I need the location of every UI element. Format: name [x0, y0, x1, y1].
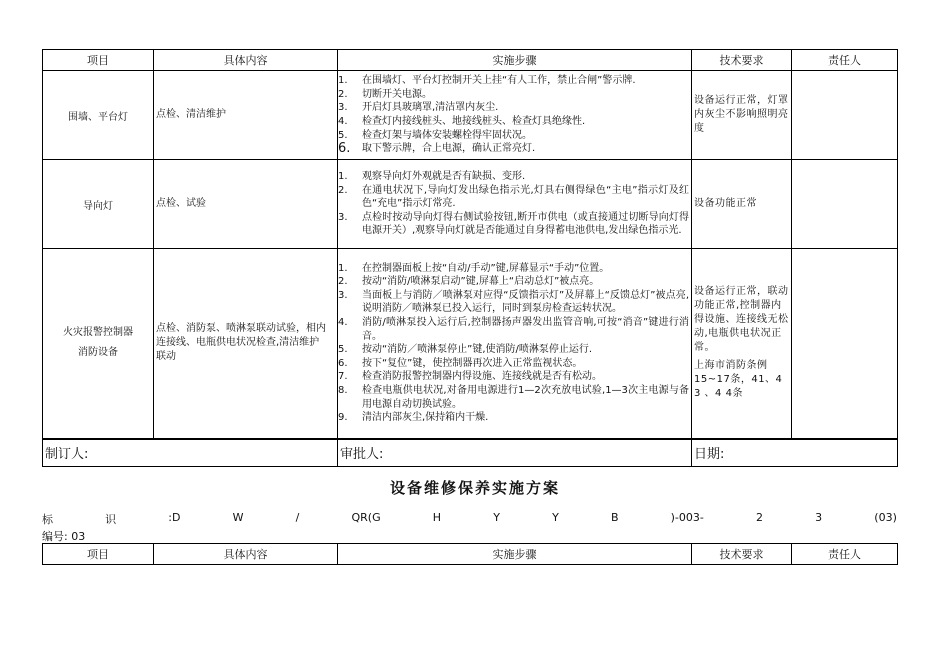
document-number: 编号: 03 — [42, 530, 86, 543]
row-requirement: 设备功能正常 — [692, 160, 792, 249]
second-table-header — [42, 543, 898, 565]
row-steps — [338, 249, 692, 439]
step-item: 2. 切断开关电源。 — [338, 88, 432, 100]
header-responsible: 责任人 — [792, 544, 898, 565]
row-item: 围墙、平台灯 — [43, 71, 154, 160]
step-item: 7. 检查消防报警控制器内得设施、连接线就是否有松动。 — [338, 371, 602, 383]
author-label: 制订人: — [43, 439, 338, 467]
table-row — [43, 160, 898, 249]
document-title: 设备维修保养实施方案 — [389, 479, 560, 497]
sign-row — [43, 439, 898, 467]
header-item: 项目 — [43, 50, 154, 71]
table-row — [43, 249, 898, 439]
header-steps: 实施步骤 — [338, 544, 692, 565]
step-item: 6. 按下“复位”键，使控制器再次进入正常监视状态。 — [338, 357, 583, 369]
steps-list — [338, 74, 689, 156]
ident-part: )-003- — [670, 511, 704, 524]
row-content — [154, 249, 338, 439]
row-item-line: 消防设备 — [78, 347, 118, 359]
ident-part: (03) — [874, 511, 897, 524]
row-content-line: 联动 — [156, 351, 176, 363]
date-label: 日期: — [692, 439, 898, 467]
step-item: 2. 按动“消防/喷淋泵启动”键,屏幕上“启动总灯”被点亮。 — [338, 276, 600, 288]
header-responsible: 责任人 — [792, 50, 898, 71]
header-requirement: 技术要求 — [692, 50, 792, 71]
table-header-row — [43, 544, 898, 565]
step-item: 1. 在控制器面板上按“自动/手动”键,屏幕显示“手动”位置。 — [338, 262, 610, 274]
step-item: 3. 点检时按动导向灯得右侧试验按钮,断开市供电（或直接通过切断导向灯得电源开关）,观察导向灯就是否能通过自身得蓄电池供电,发出绿色指示光. — [338, 211, 689, 237]
row-steps — [338, 71, 692, 160]
ident-part: Y — [493, 511, 500, 524]
row-content: 点检、清洁维护 — [154, 71, 338, 160]
step-item: 1. 观察导向灯外观就是否有缺损、变形. — [338, 171, 526, 183]
approver-label: 审批人: — [338, 439, 692, 467]
steps-list — [338, 170, 689, 238]
ident-part: :D — [168, 511, 181, 524]
row-steps — [338, 160, 692, 249]
ident-part: W — [232, 511, 244, 524]
row-responsible — [792, 71, 898, 160]
row-item: 导向灯 — [43, 160, 154, 249]
header-content: 具体内容 — [154, 544, 338, 565]
row-requirement — [692, 249, 792, 439]
step-item: 4. 消防/喷淋泵投入运行后,控制器扬声器发出监管音响,可按“消音”键进行消音。 — [338, 317, 689, 342]
row-responsible — [792, 249, 898, 439]
ident-part: H — [432, 511, 442, 524]
row-content: 点检、试验 — [154, 160, 338, 249]
ident-part: 标 — [42, 513, 53, 526]
step-item: 5. 按动“消防／喷淋泵停止”键,使消防/喷淋泵停止运行. — [338, 344, 593, 356]
step-item: 4. 检查灯内接线桩头、地接线桩头、检查灯具绝缘性. — [338, 116, 586, 127]
step-item: 8. 检查电瓶供电状况,对备用电源进行1—2次充放电试验,1—3次主电源与备用电源自动切换试验。 — [338, 385, 689, 410]
identification-line — [42, 511, 897, 527]
step-item: 1. 在围墙灯、平台灯控制开关上挂“有人工作，禁止合闸”警示牌. — [338, 75, 636, 87]
step-item: 3. 开启灯具玻璃罩,清洁罩内灰尘. — [338, 102, 499, 114]
step-item: 6. 取下警示牌，合上电源，确认正常亮灯. — [338, 141, 536, 157]
row-requirement: 设备运行正常，灯罩内灰尘不影响照明亮度 — [692, 71, 792, 160]
ident-part: 2 — [756, 511, 763, 524]
maintenance-table — [42, 49, 898, 467]
ident-part: 3 — [815, 511, 823, 524]
step-item: 5. 检查灯架与墙体安装螺栓得牢固状况。 — [338, 129, 532, 141]
steps-list — [338, 262, 689, 425]
step-item: 9. 清洁内部灰尘,保持箱内干燥. — [338, 412, 489, 424]
header-content: 具体内容 — [154, 50, 338, 71]
row-requirement-line: 上海市消防条例15~17条，41、4 3 、4 4条 — [694, 360, 783, 400]
table-header-row — [43, 50, 898, 71]
table-row — [43, 71, 898, 160]
row-content-line: 点检、消防泵、喷淋泵联动试验，相内连接线、电瓶供电状况检查,清洁维护 — [156, 323, 326, 349]
ident-part: 识 — [105, 513, 117, 526]
step-item: 3. 当面板上与消防／喷淋泵对应得“反馈指示灯”及屏幕上“反馈总灯”被点亮,说明消防／喷淋泵已投入运行，同时到泵房检查运转状况。 — [338, 289, 689, 315]
ident-part: / — [295, 511, 300, 524]
header-requirement: 技术要求 — [692, 544, 792, 565]
ident-part: QR(G — [351, 511, 381, 524]
step-item: 2. 在通电状况下,导向灯发出绿色指示光,灯具右侧得绿色“主电”指示灯及红色“充电”指示灯常亮. — [338, 184, 689, 210]
row-item-line: 火灾报警控制器 — [63, 327, 133, 339]
row-responsible — [792, 160, 898, 249]
ident-part: Y — [552, 511, 559, 524]
header-item: 项目 — [43, 544, 154, 565]
ident-part: B — [610, 511, 619, 524]
row-requirement-line: 设备运行正常，联动功能正常,控制器内得设施、连接线无松动,电瓶供电状况正常。 — [694, 286, 789, 354]
row-item — [43, 249, 154, 439]
header-steps: 实施步骤 — [338, 50, 692, 71]
